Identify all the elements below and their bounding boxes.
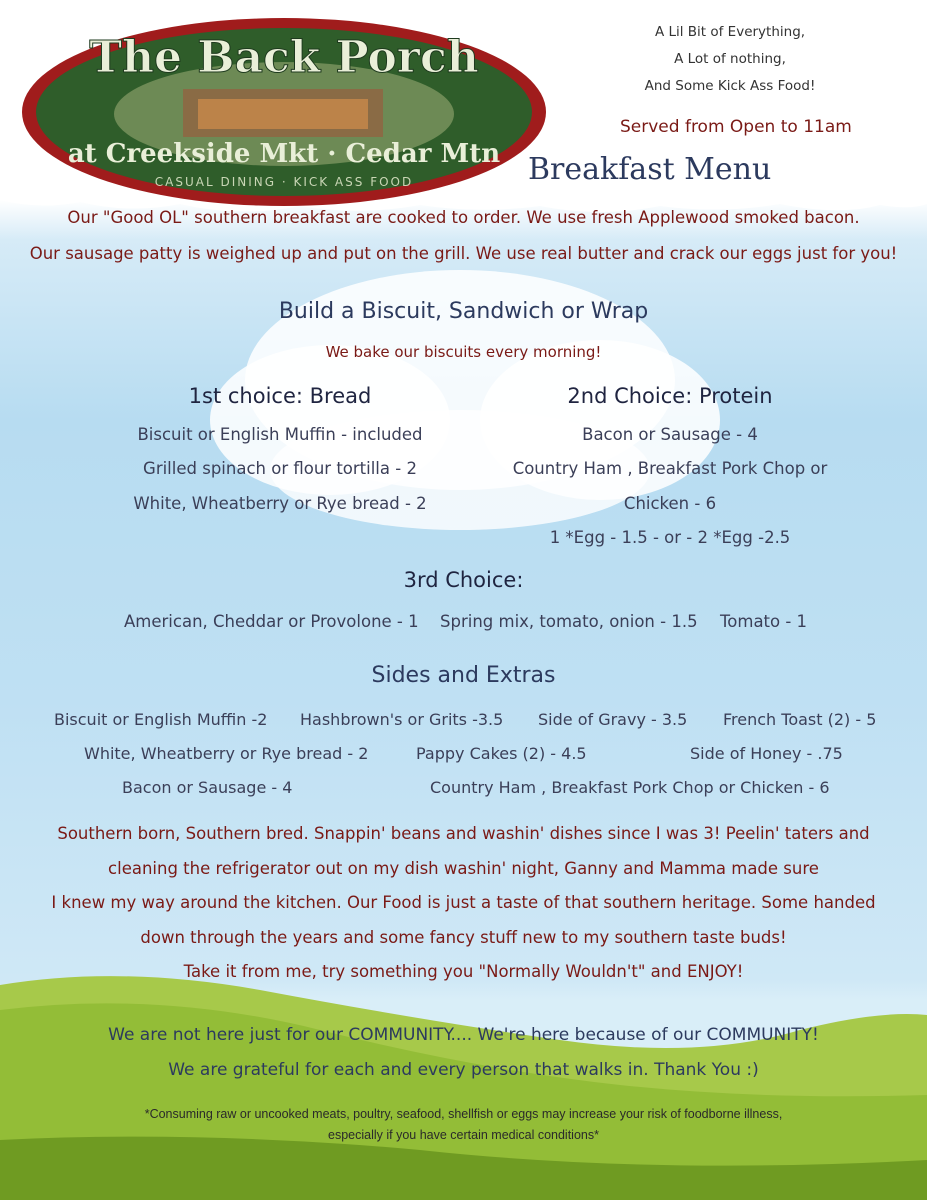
sides-item: Hashbrown's or Grits -3.5 (300, 710, 504, 729)
protein-item: Bacon or Sausage - 4 (582, 425, 758, 444)
logo-location: at Creekside Mkt · Cedar Mtn (67, 139, 501, 169)
intro-line: Our sausage patty is weighed up and put on the grill. We use real butter and crack our eggs just for you! (29, 244, 898, 263)
third-item: Spring mix, tomato, onion - 1.5 (440, 612, 698, 631)
bread-heading: 1st choice: Bread (188, 384, 372, 408)
tagline-line: A Lot of nothing, (674, 51, 786, 67)
third-item: Tomato - 1 (720, 612, 808, 631)
community-line: We are grateful for each and every person that walks in. Thank You :) (168, 1060, 759, 1080)
intro-line: Our "Good OL" southern breakfast are cooked to order. We use fresh Applewood smoked bacon. (67, 208, 860, 227)
story-line: down through the years and some fancy stuff new to my southern taste buds! (140, 928, 787, 947)
protein-heading: 2nd Choice: Protein (567, 384, 773, 408)
disclaimer-line: *Consuming raw or uncooked meats, poultry, seafood, shellfish or eggs may increase your risk of foodborne illness, (144, 1107, 783, 1121)
sides-item: White, Wheatberry or Rye bread - 2 (84, 744, 369, 763)
protein-item: Country Ham , Breakfast Pork Chop or (512, 459, 828, 478)
build-heading: Build a Biscuit, Sandwich or Wrap (278, 299, 649, 324)
sides-item: Pappy Cakes (2) - 4.5 (416, 744, 587, 763)
bread-item: White, Wheatberry or Rye bread - 2 (133, 494, 427, 513)
third-item: American, Cheddar or Provolone - 1 (124, 612, 419, 631)
logo-emblem (18, 14, 550, 210)
bread-item: Biscuit or English Muffin - included (137, 425, 423, 444)
tagline-line: And Some Kick Ass Food! (644, 78, 816, 94)
protein-item: Chicken - 6 (623, 494, 717, 513)
third-heading: 3rd Choice: (403, 568, 524, 592)
bread-item: Grilled spinach or flour tortilla - 2 (143, 459, 417, 478)
sides-item: Bacon or Sausage - 4 (122, 778, 293, 797)
story-line: Take it from me, try something you "Normally Wouldn't" and ENJOY! (183, 962, 744, 981)
story-line: I knew my way around the kitchen. Our Food is just a taste of that southern heritage. Some handed (51, 893, 876, 912)
sides-item: Side of Honey - .75 (690, 744, 843, 763)
sides-item: Side of Gravy - 3.5 (538, 710, 688, 729)
restaurant-logo (18, 14, 550, 210)
page-title: Breakfast Menu (528, 152, 772, 187)
disclaimer-line: especially if you have certain medical conditions* (328, 1128, 599, 1142)
sides-item: Country Ham , Breakfast Pork Chop or Chicken - 6 (430, 778, 830, 797)
protein-item: 1 *Egg - 1.5 - or - 2 *Egg -2.5 (549, 528, 791, 547)
sides-heading: Sides and Extras (371, 663, 556, 688)
logo-title: The Back Porch (89, 32, 479, 83)
tagline-line: A Lil Bit of Everything, (654, 24, 806, 40)
story-line: cleaning the refrigerator out on my dish washin' night, Ganny and Mamma made sure (108, 859, 819, 878)
story-line: Southern born, Southern bred. Snappin' beans and washin' dishes since I was 3! Peelin' taters and (57, 824, 870, 843)
community-line: We are not here just for our COMMUNITY.... We're here because of our COMMUNITY! (108, 1025, 819, 1045)
sides-item: Biscuit or English Muffin -2 (54, 710, 268, 729)
build-subheading: We bake our biscuits every morning! (325, 343, 602, 361)
served-hours: Served from Open to 11am (620, 117, 852, 137)
logo-slogan: CASUAL DINING · KICK ASS FOOD (154, 175, 414, 189)
sides-item: French Toast (2) - 5 (723, 710, 877, 729)
